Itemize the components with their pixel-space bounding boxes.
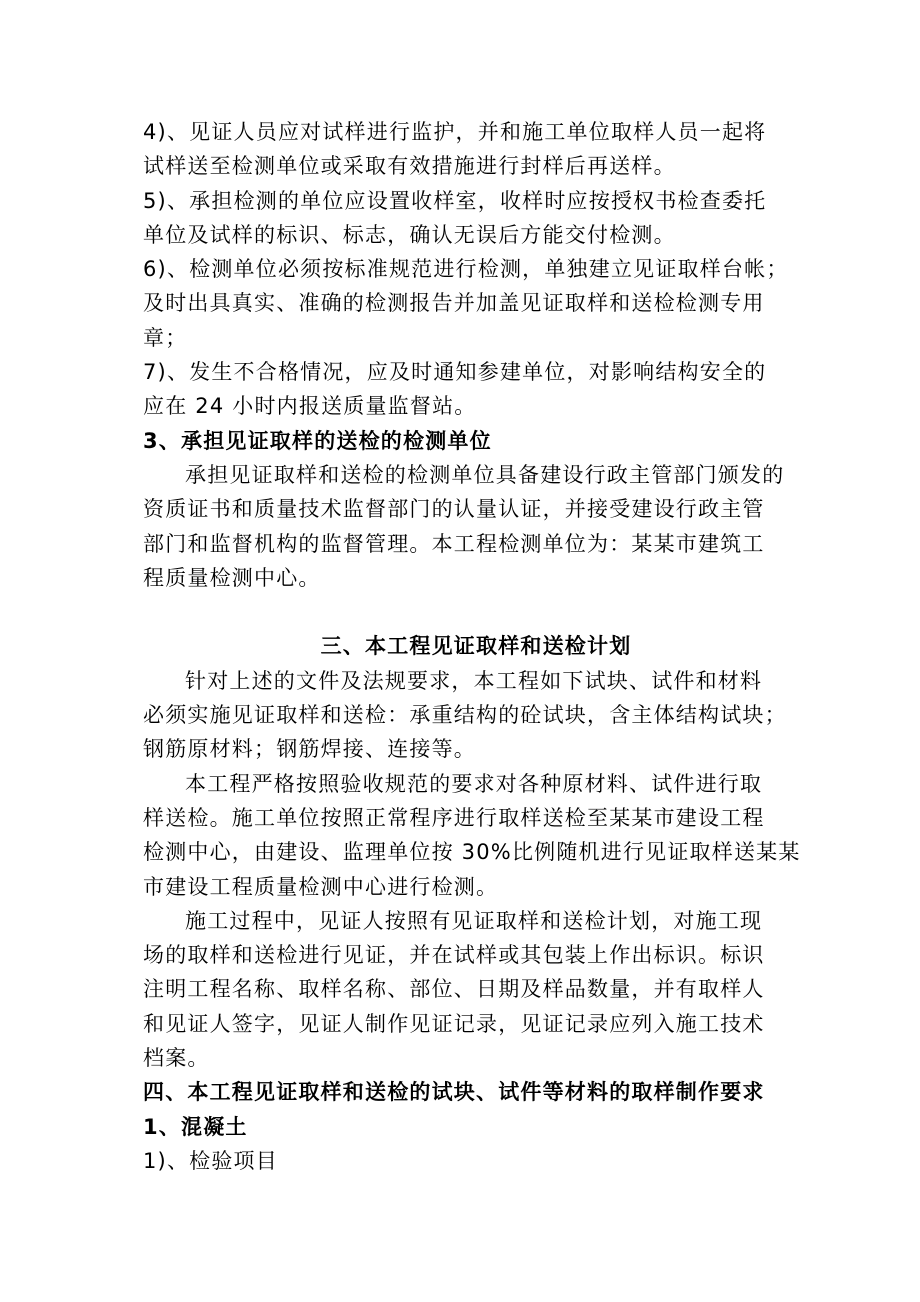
paragraph-line: 6)、检测单位必须按标准规范进行检测，单独建立见证取样台帐； [143, 257, 789, 282]
paragraph-line: 5)、承担检测的单位应设置收样室，收样时应按授权书检查委托 [143, 188, 767, 213]
subsection-heading: 3、承担见证取样的送检的检测单位 [143, 428, 492, 453]
paragraph-line: 针对上述的文件及法规要求，本工程如下试块、试件和材料 [185, 668, 763, 693]
paragraph-line: 承担见证取样和送检的检测单位具备建设行政主管部门颁发的 [185, 462, 785, 487]
document-body [143, 115, 809, 1178]
paragraph-line: 章； [143, 325, 188, 350]
paragraph-line: 检测中心，由建设、监理单位按 30%比例随机进行见证取样送某某 [143, 840, 801, 865]
paragraph-line: 4)、见证人员应对试样进行监护，并和施工单位取样人员一起将 [143, 120, 767, 144]
paragraph-line: 档案。 [143, 1046, 210, 1071]
paragraph-line: 单位及试样的标识、标志，确认无误后方能交付检测。 [143, 222, 676, 247]
paragraph-line: 1)、检验项目 [143, 1148, 278, 1173]
section-heading: 三、本工程见证取样和送检计划 [320, 634, 632, 659]
section-heading: 四、本工程见证取样和送检的试块、试件等材料的取样制作要求 [143, 1080, 765, 1105]
paragraph-line: 必须实施见证取样和送检：承重结构的砼试块，含主体结构试块； [143, 703, 787, 728]
paragraph-line: 部门和监督机构的监督管理。本工程检测单位为：某某市建筑工 [143, 531, 765, 556]
paragraph-line: 样送检。施工单位按照正常程序进行取样送检至某某市建设工程 [143, 805, 765, 830]
paragraph-line: 及时出具真实、准确的检测报告并加盖见证取样和送检检测专用 [143, 291, 765, 316]
paragraph-line: 钢筋原材料；钢筋焊接、连接等。 [143, 737, 476, 762]
paragraph-line: 场的取样和送检进行见证，并在试样或其包装上作出标识。标识 [143, 943, 765, 968]
paragraph-line: 注明工程名称、取样名称、部位、日期及样品数量，并有取样人 [143, 977, 765, 1002]
subsection-heading: 1、混凝土 [143, 1114, 248, 1139]
blank-line [143, 595, 809, 629]
paragraph-line: 施工过程中，见证人按照有见证取样和送检计划，对施工现 [185, 908, 763, 933]
paragraph-line: 和见证人签字，见证人制作见证记录，见证记录应列入施工技术 [143, 1011, 765, 1036]
paragraph-line: 程质量检测中心。 [143, 565, 321, 590]
paragraph-line: 资质证书和质量技术监督部门的认量认证，并接受建设行政主管 [143, 497, 765, 522]
paragraph-line: 本工程严格按照验收规范的要求对各种原材料、试件进行取 [185, 771, 763, 796]
paragraph-line: 市建设工程质量检测中心进行检测。 [143, 874, 499, 899]
paragraph-line: 试样送至检测单位或采取有效措施进行封样后再送样。 [143, 154, 676, 179]
paragraph-line: 应在 24 小时内报送质量监督站。 [143, 394, 477, 419]
paragraph-line: 7)、发生不合格情况，应及时通知参建单位，对影响结构安全的 [143, 360, 767, 385]
